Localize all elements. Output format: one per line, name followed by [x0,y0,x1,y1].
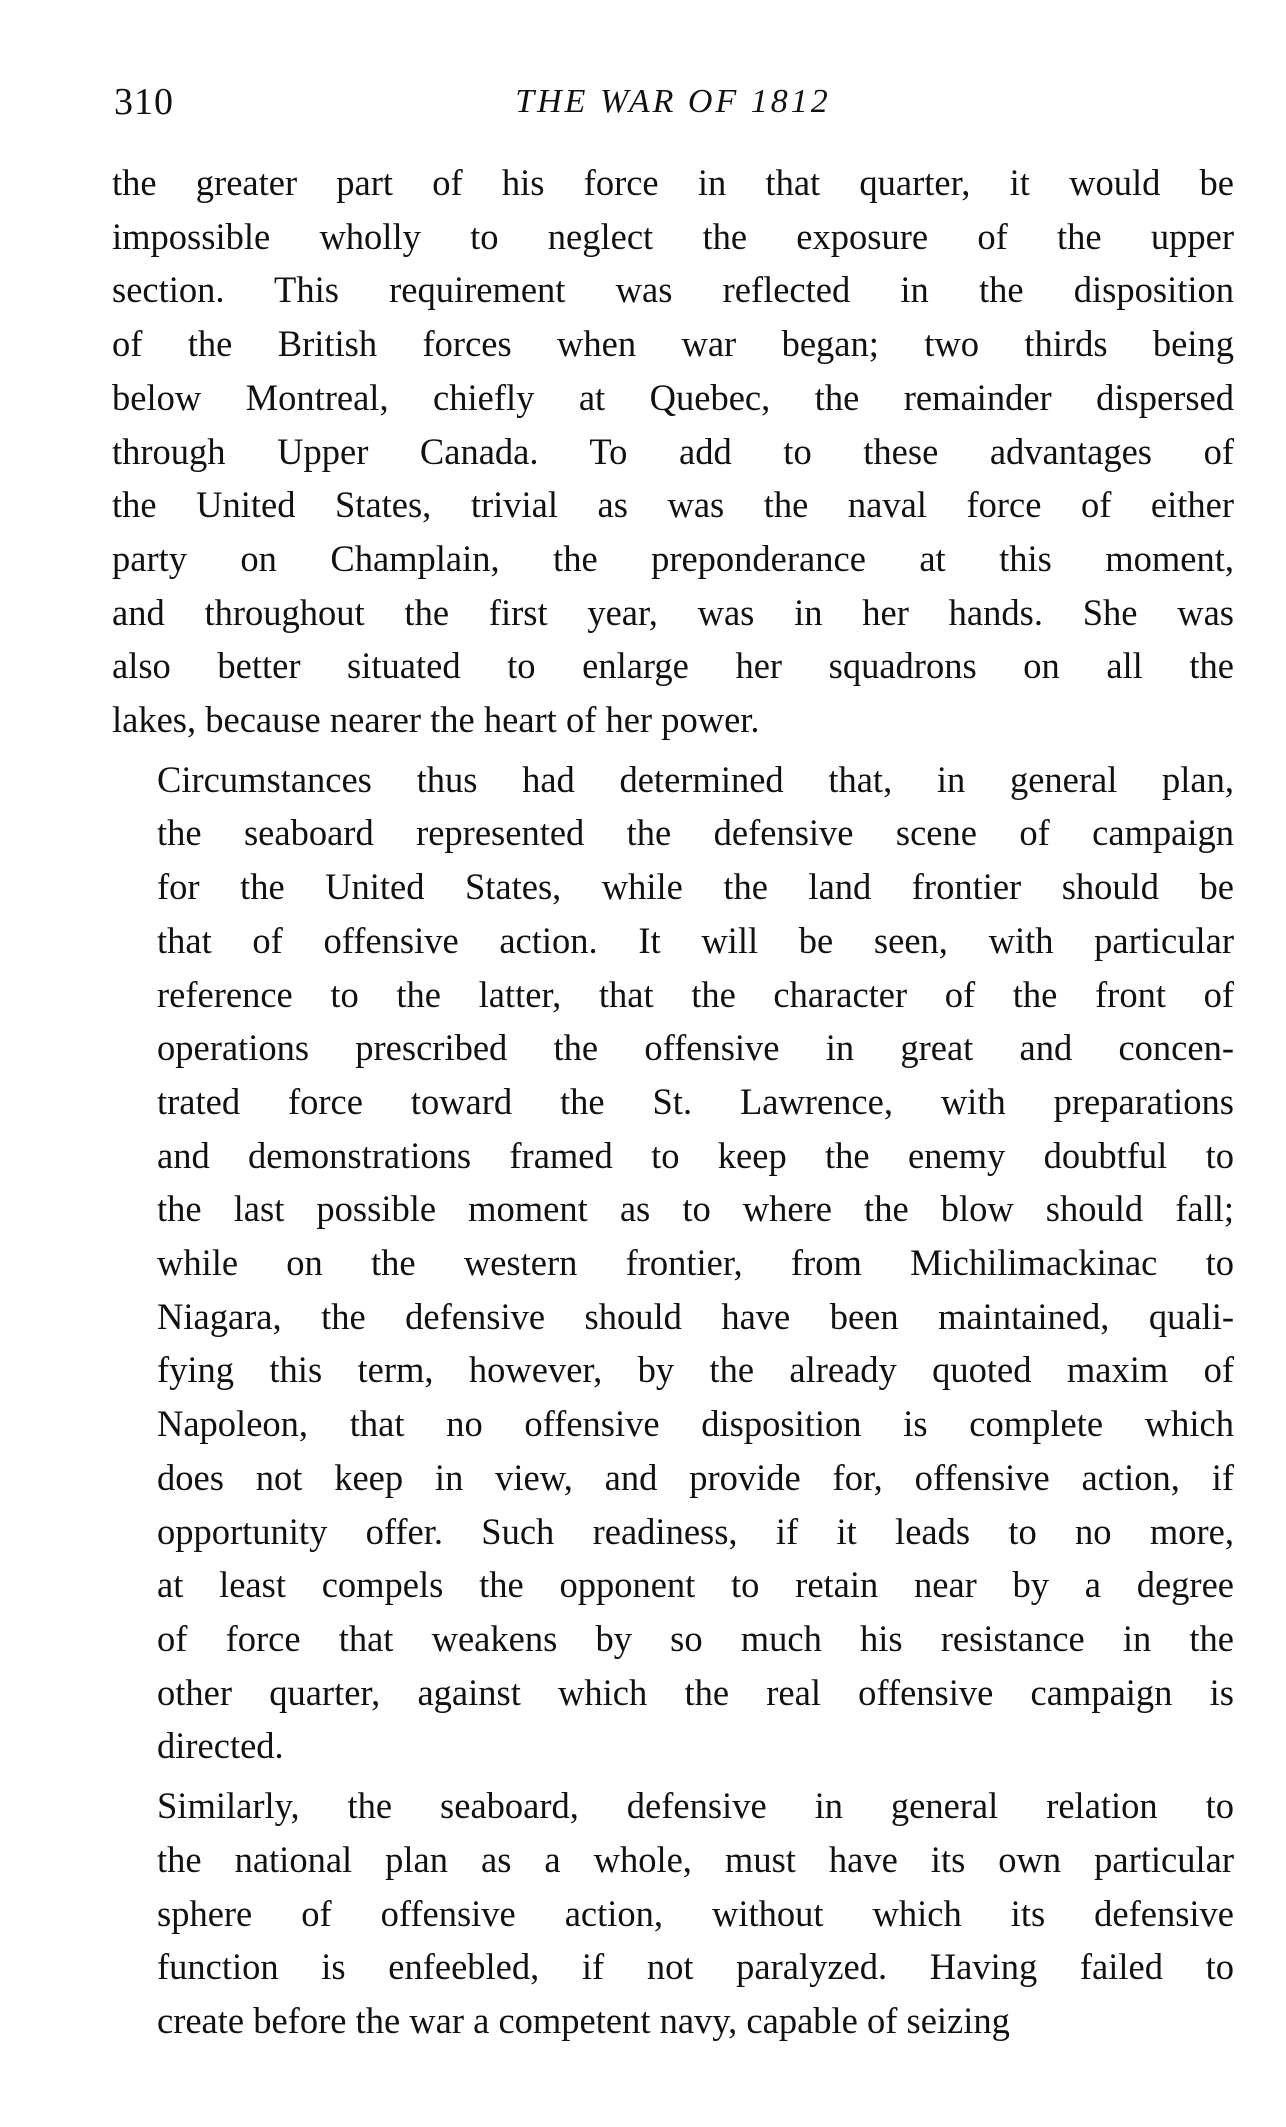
text-line: the seaboard represented the defensive scene of campaign [157,812,1234,854]
text-line: fying this term, however, by the already quoted maxim of [157,1349,1234,1391]
text-line: party on Champlain, the preponderance at this moment, [112,537,1234,579]
paragraph [112,156,1234,747]
text-line: lakes, because nearer the heart of her power. [112,699,760,741]
text-line: reference to the latter, that the character of the front of [157,973,1234,1015]
text-line: Napoleon, that no offensive disposition is complete which [157,1403,1234,1445]
body-text [112,156,1234,2048]
text-line: impossible wholly to neglect the exposure of the upper [112,215,1234,257]
text-line: of the British forces when war began; two thirds being [112,323,1234,365]
text-line: trated force toward the St. Lawrence, with preparations [157,1080,1234,1122]
text-line: the greater part of his force in that quarter, it would be [112,162,1234,203]
text-line: Similarly, the seaboard, defensive in general relation to [157,1785,1234,1827]
paragraph [112,1779,1234,2048]
text-line: Circumstances thus had determined that, in general plan, [157,758,1234,800]
paragraph [112,753,1234,1773]
page-number: 310 [114,81,174,123]
text-line: create before the war a competent navy, capable of seizing [157,1999,1010,2041]
running-title: THE WAR OF 1812 [515,83,831,120]
text-line: the last possible moment as to where the blow should fall; [157,1188,1234,1230]
text-line: through Upper Canada. To add to these advantages of [112,430,1234,472]
text-line: directed. [157,1725,284,1767]
text-line: Niagara, the defensive should have been maintained, quali- [157,1295,1234,1337]
text-line: function is enfeebled, if not paralyzed. Having failed to [157,1946,1234,1988]
text-line: operations prescribed the offensive in great and concen- [157,1027,1234,1069]
text-line: and throughout the first year, was in her hands. She was [112,591,1234,633]
text-line: also better situated to enlarge her squadrons on all the [112,645,1234,687]
text-line: that of offensive action. It will be seen, with particular [157,919,1234,961]
text-line: and demonstrations framed to keep the enemy doubtful to [157,1134,1234,1176]
text-line: of force that weakens by so much his resistance in the [157,1617,1234,1659]
text-line: the United States, trivial as was the naval force of either [112,484,1234,526]
text-line: does not keep in view, and provide for, offensive action, if [157,1456,1234,1498]
text-line: at least compels the opponent to retain near by a degree [157,1564,1234,1606]
text-line: opportunity offer. Such readiness, if it leads to no more, [157,1510,1234,1552]
text-line: for the United States, while the land frontier should be [157,866,1234,908]
text-line: the national plan as a whole, must have its own particular [157,1838,1234,1880]
text-line: sphere of offensive action, without which its defensive [157,1892,1234,1934]
running-head [112,72,1234,132]
text-line: while on the western frontier, from Michilimackinac to [157,1242,1234,1284]
text-line: section. This requirement was reflected in the disposition [112,269,1234,311]
text-line: below Montreal, chiefly at Quebec, the remainder dispersed [112,376,1234,418]
text-line: other quarter, against which the real offensive campaign is [157,1671,1234,1713]
